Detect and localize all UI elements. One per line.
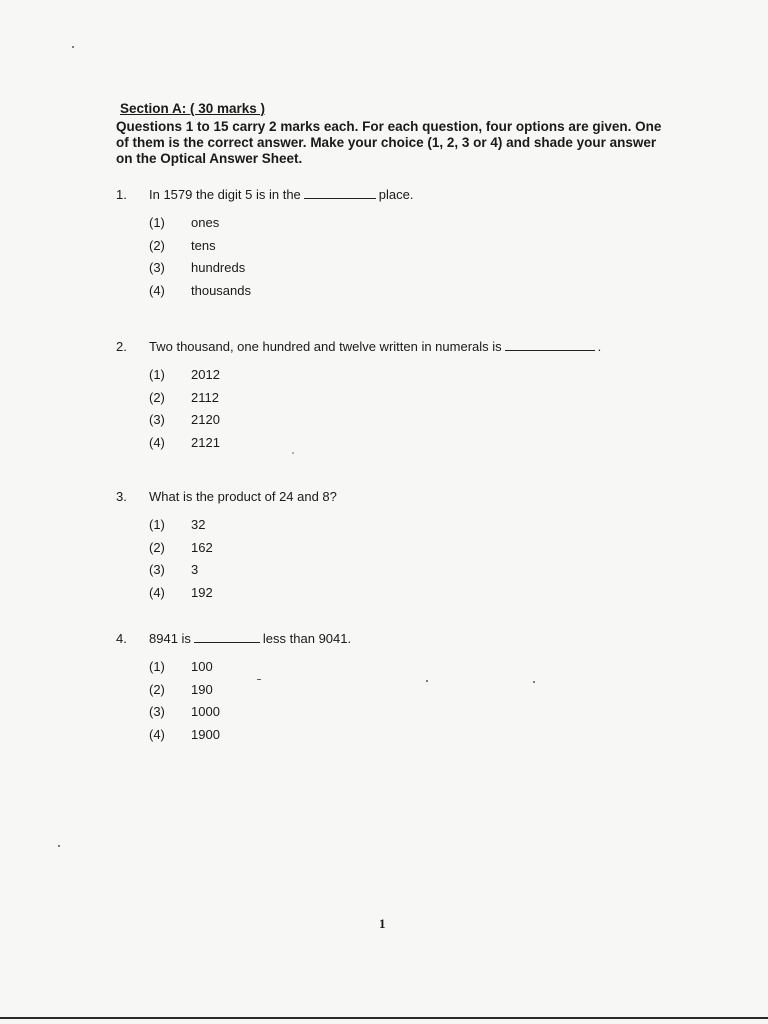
scan-speck bbox=[72, 46, 74, 48]
question-text: In 1579 the digit 5 is in the place. bbox=[149, 187, 414, 202]
section-title: Section A: ( 30 marks ) bbox=[120, 101, 266, 116]
question-number: 4. bbox=[116, 631, 127, 646]
question-text: What is the product of 24 and 8? bbox=[149, 489, 337, 504]
exam-page: Section A: ( 30 marks ) Questions 1 to 15 carry 2 marks each. For each question, four options are given. One of them is the correct answer. Make your choice (1, 2, 3 or 4) and shade your answer on the Optical Answer Sheet. 1. In 1579 the digit 5 is in the place. (1) ones (2) tens (3) hundreds (4) thousands 2. Two thousand, one hundred and twelve written in numerals is . (1) 2012 (2) 2112 (3) 2120 (4) 2121 3. What is the product of 24 and 8? (1) 32 (2) 162 (3) 3 (4) 192 4. 8941 is less than 9041. (1) 100 (2) 190 (3) 1000 (4) 1900 1 bbox=[0, 0, 768, 1024]
scan-speck bbox=[257, 679, 261, 680]
answer-blank bbox=[194, 631, 260, 643]
scan-speck bbox=[533, 681, 535, 683]
question-text: 8941 is less than 9041. bbox=[149, 631, 352, 646]
answer-blank bbox=[304, 187, 376, 199]
page-number: 1 bbox=[379, 916, 386, 931]
answer-blank bbox=[505, 339, 595, 351]
scan-speck bbox=[58, 845, 60, 847]
scan-speck bbox=[292, 452, 294, 454]
scan-speck bbox=[426, 680, 428, 682]
section-instructions: Questions 1 to 15 carry 2 marks each. For each question, four options are given. One of them is the correct answer. Make your choice (1, 2, 3 or 4) and shade your answer on the Optical Answer Sheet. bbox=[116, 119, 662, 166]
page-bottom-edge bbox=[0, 1017, 768, 1019]
question-text: Two thousand, one hundred and twelve written in numerals is . bbox=[149, 339, 602, 354]
question-number: 3. bbox=[116, 489, 127, 504]
question-number: 1. bbox=[116, 187, 127, 202]
question-number: 2. bbox=[116, 339, 127, 354]
